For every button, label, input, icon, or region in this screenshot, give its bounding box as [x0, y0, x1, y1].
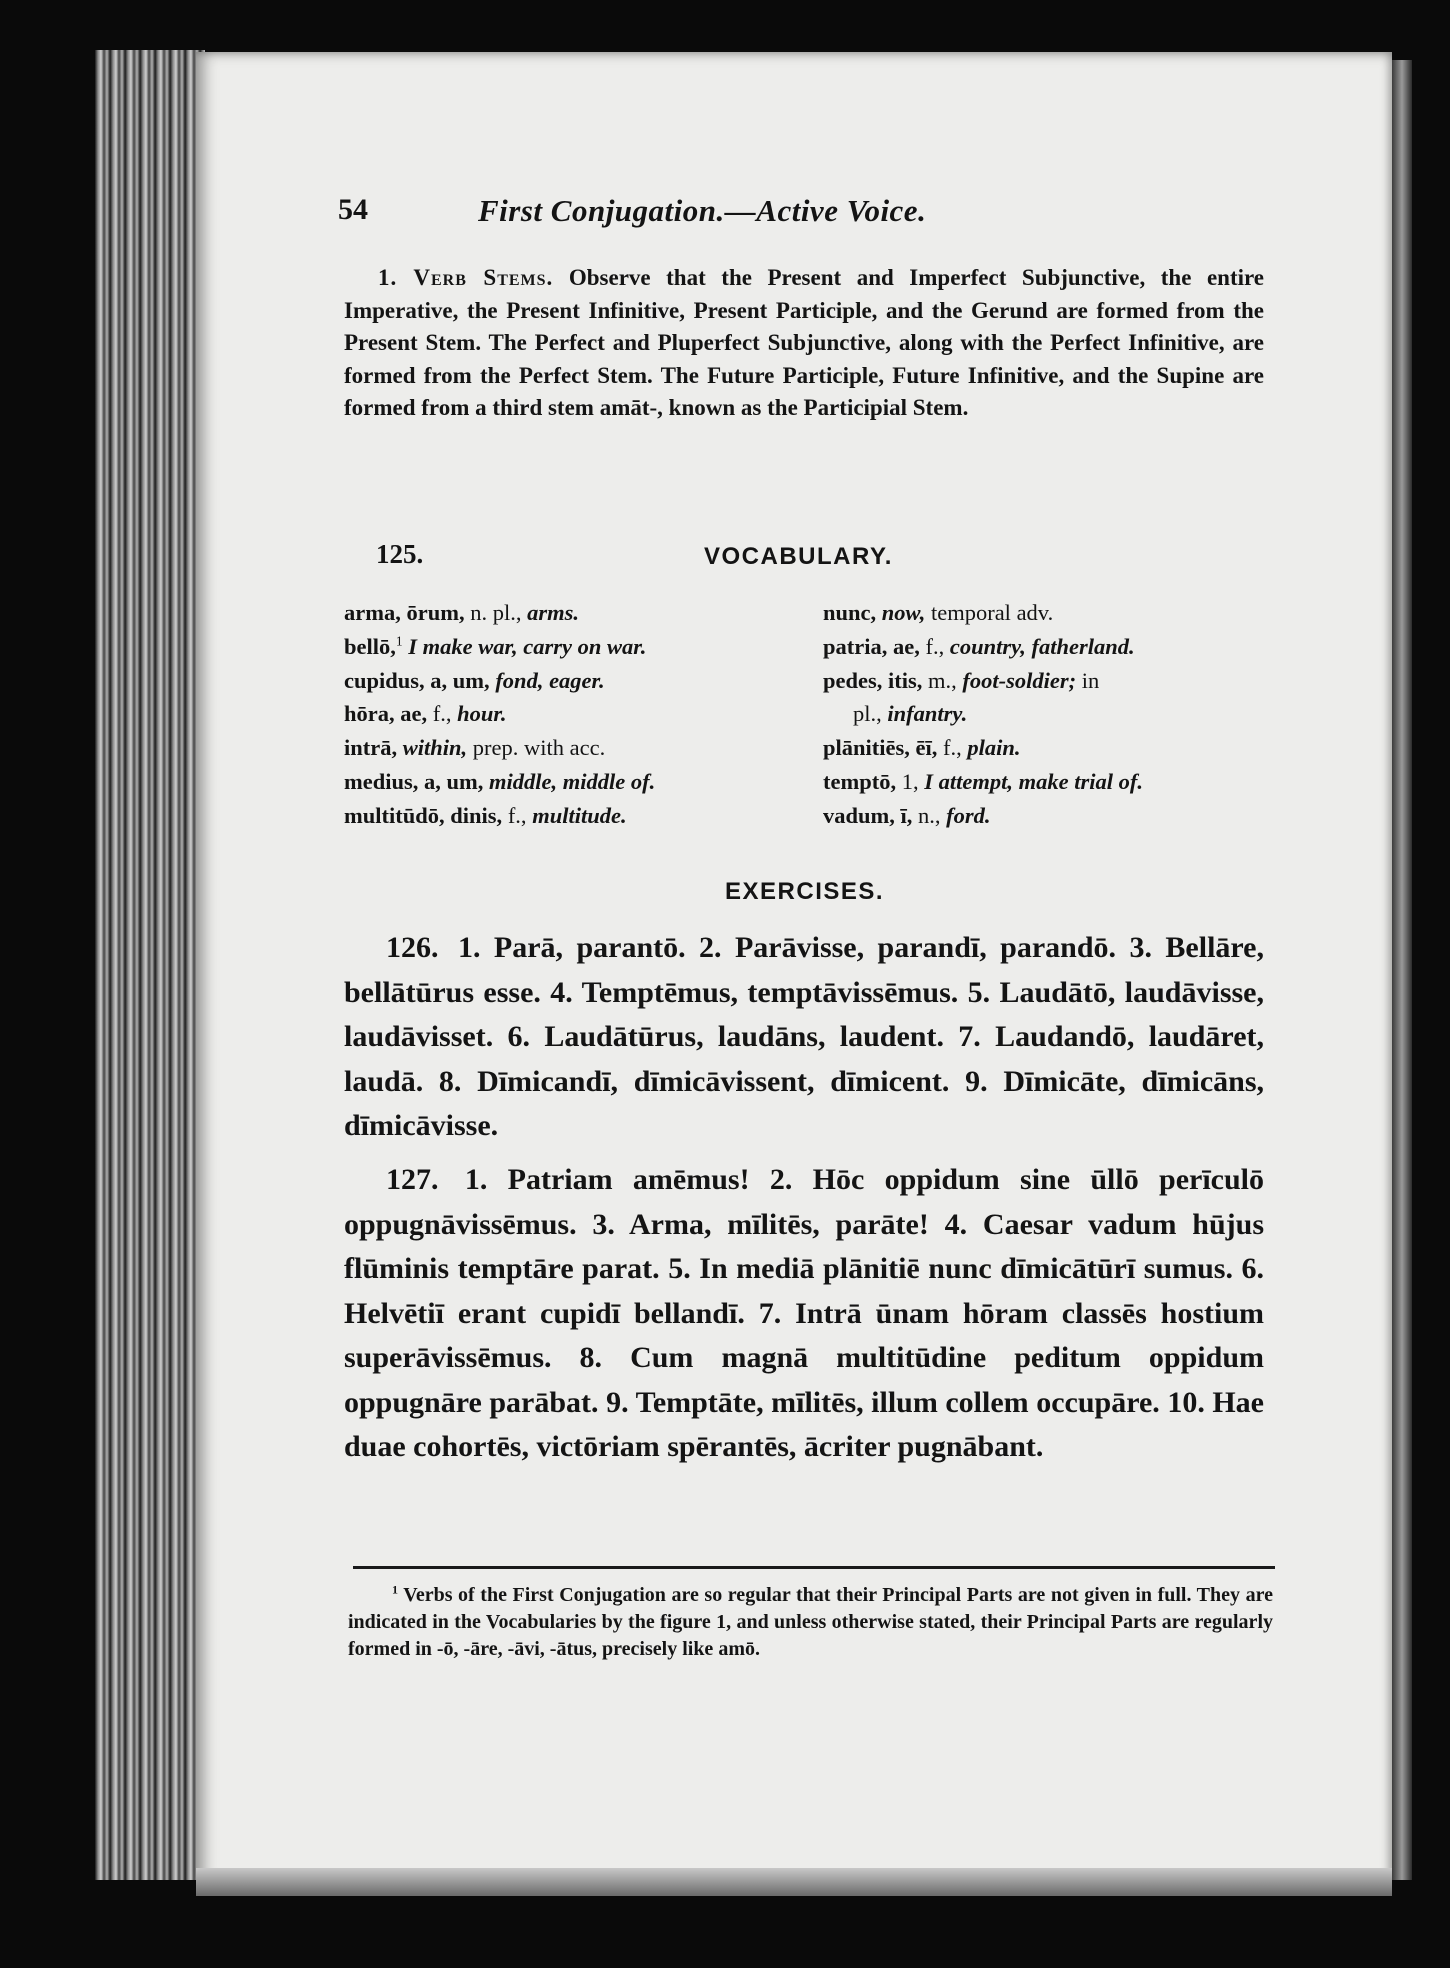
vocab-entry-left-1	[344, 630, 784, 664]
vocabulary-left-column	[344, 596, 784, 833]
vocab-entry-right-1	[823, 630, 1263, 664]
vocab-entry-left-6	[344, 799, 784, 833]
vocab-word: pedes, itis,	[823, 667, 923, 693]
exercise-126-text: 1. Parā, parantō. 2. Parāvisse, parandī, parandō. 3. Bellāre, bellātūrus esse. 4. Temptēmus, temptāvissēmus. 5. Laudātō, laudāvisse, laudāvisset. 6. Laudātūrus, laudāns, laudent. 7. Laudandō, laudāret, laudā. 8. Dīmicandī, dīmicāvissent, dīmicent. 9. Dīmicāte, dīmicāns, dīmicāvisse.	[344, 931, 1264, 1142]
vocab-meaning: ford.	[946, 802, 991, 828]
vocab-entry-left-5	[344, 765, 784, 799]
footnote-text: Verbs of the First Conjugation are so regular that their Principal Parts are not given in full. They are indicated in the Vocabularies by the figure 1, and unless otherwise stated, their Principal Parts are regularly formed in -ō, -āre, -āvi, -ātus, precisely like amō.	[348, 1584, 1273, 1660]
footnote-rule	[353, 1566, 1275, 1569]
vocabulary-heading: VOCABULARY.	[704, 543, 893, 570]
vocab-meaning: now,	[881, 600, 926, 625]
vocab-meaning: multitude.	[532, 802, 627, 828]
vocab-word: plānitiēs, ēī,	[823, 735, 938, 761]
footnote-marker: 1	[392, 1582, 398, 1597]
vocab-grammar: f.,	[502, 802, 533, 828]
vocab-entry-right-0	[823, 596, 1263, 630]
vocab-meaning: hour.	[457, 701, 507, 727]
vocab-word: hōra, ae,	[344, 701, 428, 727]
page-number: 54	[338, 193, 368, 226]
vocab-meaning: within,	[402, 735, 468, 761]
vocab-word: cupidus, a, um,	[344, 667, 490, 693]
vocab-meaning: country, fatherland.	[949, 633, 1135, 659]
vocab-meaning: I make war, carry on war.	[408, 633, 647, 659]
vocab-meaning: plain.	[967, 735, 1021, 761]
vocab-word: arma, ōrum,	[344, 600, 465, 625]
book-spine-edge	[1392, 60, 1412, 1880]
exercise-127	[344, 1158, 1264, 1470]
vocab-note: temporal adv.	[925, 600, 1054, 625]
vocab-entry-right-5	[823, 765, 1263, 799]
vocab-grammar: n.,	[912, 802, 947, 828]
page-header	[338, 193, 1098, 233]
vocab-word: patria, ae,	[823, 633, 920, 659]
vocab-entry-right-2	[823, 664, 1263, 698]
vocabulary-right-column	[823, 596, 1263, 833]
vocab-meaning: fond, eager.	[495, 667, 605, 693]
exercise-126	[344, 926, 1264, 1149]
vocab-meaning: I attempt, make trial of.	[924, 768, 1143, 794]
vocab-entry-right-6	[823, 799, 1263, 833]
intro-text: Observe that the Present and Imperfect Subjunctive, the entire Imperative, the Present Infinitive, Present Participle, and the Gerund are formed from the Present Stem. The Perfect and Pluperfect Subjunctive, along with the Perfect Infinitive, are formed from the Perfect Stem. The Future Participle, Future Infinitive, and the Supine are formed from a third stem amāt-, known as the Participial Stem.	[344, 265, 1265, 420]
vocab-entry-left-3	[344, 697, 784, 731]
vocab-word: multitūdō, dinis,	[344, 802, 503, 828]
vocab-entry-left-0	[344, 596, 784, 630]
vocab-word: intrā,	[344, 735, 398, 761]
running-title: First Conjugation.—Active Voice.	[478, 193, 927, 228]
vocab-grammar: f.,	[937, 735, 968, 761]
vocab-word: temptō,	[823, 768, 897, 794]
vocab-word: bellō,	[344, 633, 396, 659]
vocab-entry-right-3	[823, 697, 1263, 731]
vocab-entry-left-4	[344, 731, 784, 765]
vocab-meaning: infantry.	[887, 701, 968, 727]
vocab-meaning: arms.	[527, 600, 580, 625]
vocab-note: in	[1076, 667, 1100, 693]
exercise-127-text: 1. Patriam amēmus! 2. Hōc oppidum sine ūllō perīculō oppugnāvissēmus. 3. Arma, mīlitēs, parāte! 4. Caesar vadum hūjus flūminis temptāre parat. 5. In mediā plānitiē nunc dīmicātūrī sumus. 6. Helvētiī erant cupidī bellandī. 7. Intrā ūnam hōram classēs hostium superāvissēmus. 8. Cum magnā multitūdine peditum oppidum oppugnāre parābat. 9. Temptāte, mīlitēs, illum collem occupāre. 10. Hae duae cohortēs, victōriam spērantēs, ācriter pugnābant.	[344, 1163, 1265, 1463]
footnote	[348, 1582, 1273, 1663]
book-bottom-edge	[196, 1868, 1392, 1896]
vocab-note: prep. with acc.	[467, 735, 606, 761]
vocabulary-number: 125.	[376, 539, 424, 569]
vocab-grammar: f.,	[919, 633, 950, 659]
footnote-ref: 1	[395, 633, 403, 649]
vocab-word: medius, a, um,	[344, 768, 484, 794]
vocab-meaning: foot-soldier;	[962, 667, 1077, 693]
verb-stems-paragraph	[344, 262, 1264, 425]
vocab-grammar: pl.,	[853, 701, 888, 727]
vocab-entry-left-2	[344, 664, 784, 698]
vocab-word: nunc,	[823, 600, 877, 625]
vocab-grammar: 1,	[896, 768, 925, 794]
vocab-word: vadum, ī,	[823, 802, 913, 828]
exercise-127-number: 127.	[386, 1163, 439, 1196]
vocab-entry-right-4	[823, 731, 1263, 765]
exercises-heading: EXERCISES.	[725, 878, 885, 905]
vocab-grammar: n. pl.,	[464, 600, 528, 625]
vocab-grammar: m.,	[922, 667, 963, 693]
book-page-edges	[95, 50, 205, 1880]
intro-lead: 1. Verb Stems.	[378, 265, 554, 290]
vocab-grammar: f.,	[427, 701, 458, 727]
exercise-126-number: 126.	[386, 931, 439, 964]
vocab-meaning: middle, middle of.	[489, 768, 656, 794]
